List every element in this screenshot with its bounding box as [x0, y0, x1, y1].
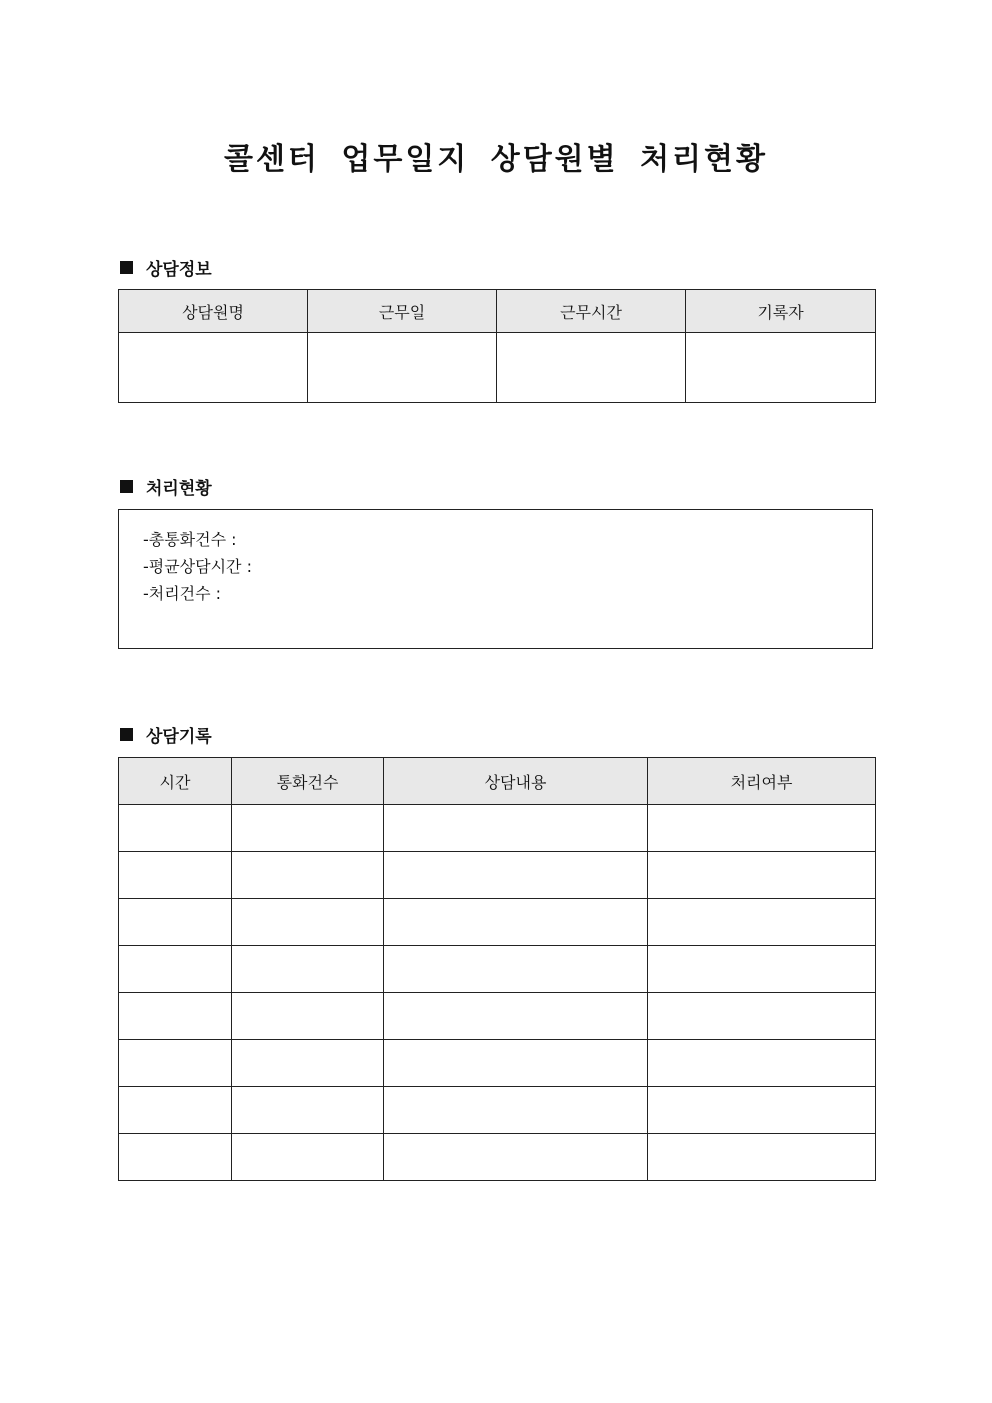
info-cell-date[interactable] [308, 333, 497, 403]
section-heading-label: 처리현황 [146, 479, 212, 499]
cell[interactable] [232, 899, 384, 946]
cell[interactable] [384, 805, 648, 852]
table-row [119, 1087, 876, 1134]
info-cell-recorder[interactable] [686, 333, 876, 403]
cell[interactable] [648, 1134, 876, 1181]
cell[interactable] [232, 1087, 384, 1134]
status-line-processed: -처리건수 : [143, 584, 222, 603]
section-heading-label: 상담기록 [146, 727, 212, 747]
info-header-name: 상담원명 [119, 290, 308, 333]
records-header-resolved: 처리여부 [648, 758, 876, 805]
cell[interactable] [119, 993, 232, 1040]
table-row [119, 946, 876, 993]
cell[interactable] [232, 946, 384, 993]
cell[interactable] [384, 1134, 648, 1181]
cell[interactable] [119, 852, 232, 899]
cell[interactable] [119, 946, 232, 993]
square-bullet-icon [120, 261, 133, 274]
table-row [119, 993, 876, 1040]
cell[interactable] [384, 946, 648, 993]
cell[interactable] [232, 1040, 384, 1087]
section-heading-info [120, 255, 212, 280]
section-heading-records [120, 722, 212, 747]
records-table [118, 757, 876, 1181]
cell[interactable] [384, 993, 648, 1040]
status-line-total-calls: -총통화건수 : [143, 530, 237, 549]
status-box[interactable] [118, 509, 873, 649]
cell[interactable] [648, 852, 876, 899]
cell[interactable] [648, 1040, 876, 1087]
cell[interactable] [232, 993, 384, 1040]
section-heading-label: 상담정보 [146, 260, 212, 280]
cell[interactable] [648, 805, 876, 852]
records-header-calls: 통화건수 [232, 758, 384, 805]
page-title: 콜센터 업무일지 상담원별 처리현황 [223, 142, 769, 177]
info-table [118, 289, 876, 403]
cell[interactable] [648, 946, 876, 993]
cell[interactable] [232, 1134, 384, 1181]
cell[interactable] [119, 1134, 232, 1181]
table-row [119, 1134, 876, 1181]
cell[interactable] [119, 899, 232, 946]
cell[interactable] [119, 805, 232, 852]
cell[interactable] [384, 899, 648, 946]
cell[interactable] [119, 1087, 232, 1134]
cell[interactable] [384, 1040, 648, 1087]
info-cell-name[interactable] [119, 333, 308, 403]
records-header-time: 시간 [119, 758, 232, 805]
info-header-recorder: 기록자 [686, 290, 876, 333]
cell[interactable] [384, 852, 648, 899]
cell[interactable] [648, 899, 876, 946]
records-header-content: 상담내용 [384, 758, 648, 805]
cell[interactable] [232, 852, 384, 899]
cell[interactable] [119, 1040, 232, 1087]
info-header-date: 근무일 [308, 290, 497, 333]
square-bullet-icon [120, 728, 133, 741]
square-bullet-icon [120, 480, 133, 493]
section-heading-status [120, 474, 212, 499]
status-line-avg-time: -평균상담시간 : [143, 557, 252, 576]
cell[interactable] [648, 993, 876, 1040]
cell[interactable] [384, 1087, 648, 1134]
table-row [119, 899, 876, 946]
info-header-hours: 근무시간 [497, 290, 686, 333]
cell[interactable] [232, 805, 384, 852]
info-cell-hours[interactable] [497, 333, 686, 403]
table-row [119, 805, 876, 852]
table-row [119, 1040, 876, 1087]
table-row [119, 852, 876, 899]
cell[interactable] [648, 1087, 876, 1134]
